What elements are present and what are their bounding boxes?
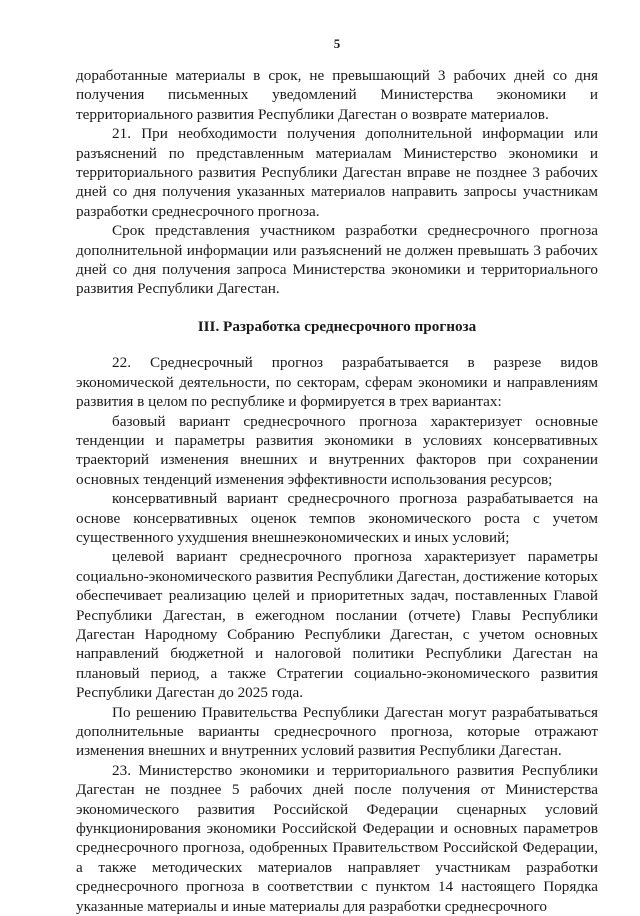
paragraph-target-variant: целевой вариант среднесрочного прогноза характеризует параметры социально-экономического развития Республики Дагестан, достижение которых обеспечивает реализацию целей и приоритетных задач, поставленных Главой Республики Дагестан, в ежегодном послании (отчете) Главы Республики Дагестан Народному Собранию Республики Дагестан, с учетом основных направлений бюджетной и налоговой политики Республики Дагестан на плановый период, а также Стратегии социально-экономического развития Республики Дагестан до 2025 года. <box>76 548 598 702</box>
page-number: 5 <box>333 36 341 51</box>
paragraph-22: 22. Среднесрочный прогноз разрабатывается в разрезе видов экономической деятельности, по секторам, сферам экономики и направлениям развития в целом по республике и формируется в трех вариантах: <box>76 354 598 411</box>
paragraph-base-variant: базовый вариант среднесрочного прогноза характеризует основные тенденции и параметры развития экономики в условиях консервативных траекторий изменения внешних и внутренних факторов при сохранении основных тенденций изменения эффективности использования ресурсов; <box>76 412 598 488</box>
paragraph-conservative-variant: консервативный вариант среднесрочного прогноза разрабатывается на основе консервативных оценок темпов экономического роста с учетом существенного ухудшения внешнеэкономических и иных условий; <box>76 490 598 546</box>
document-body <box>76 66 598 916</box>
paragraph-21: 21. При необходимости получения дополнительной информации или разъяснений по представленным материалам Министерство экономики и территориального развития Республики Дагестан вправе не позднее 3 рабочих дней со дня получения указанных материалов направить запросы участникам разработки среднесрочного прогноза. <box>76 125 598 220</box>
paragraph-23: 23. Министерство экономики и территориального развития Республики Дагестан не позднее 5 рабочих дней после получения от Министерства экономического развития Российской Федерации сценарных условий функционирования экономики Российской Федерации и основных параметров среднесрочного прогноза, одобренных Правительством Российской Федерации, а также методических материалов направляет участникам разработки среднесрочного прогноза в соответствии с пунктом 14 настоящего Порядка указанные материалы и иные материалы для разработки среднесрочного <box>76 761 598 915</box>
paragraph-additional-variants: По решению Правительства Республики Дагестан могут разрабатываться дополнительные варианты среднесрочного прогноза, которые отражают изменения внешних и внутренних условий развития Республики Дагестан. <box>76 703 598 760</box>
section-heading: III. Разработка среднесрочного прогноза <box>197 317 477 335</box>
paragraph-deadline: Срок представления участником разработки среднесрочного прогноза дополнительной информации или разъяснений не должен превышать 3 рабочих дней со дня получения запроса Министерства экономики и территориального развития Республики Дагестан. <box>76 222 598 298</box>
paragraph-continuation: доработанные материалы в срок, не превышающий 3 рабочих дней со дня получения письменных уведомлений Министерства экономики и территориального развития Республики Дагестан о возврате материалов. <box>76 67 598 123</box>
